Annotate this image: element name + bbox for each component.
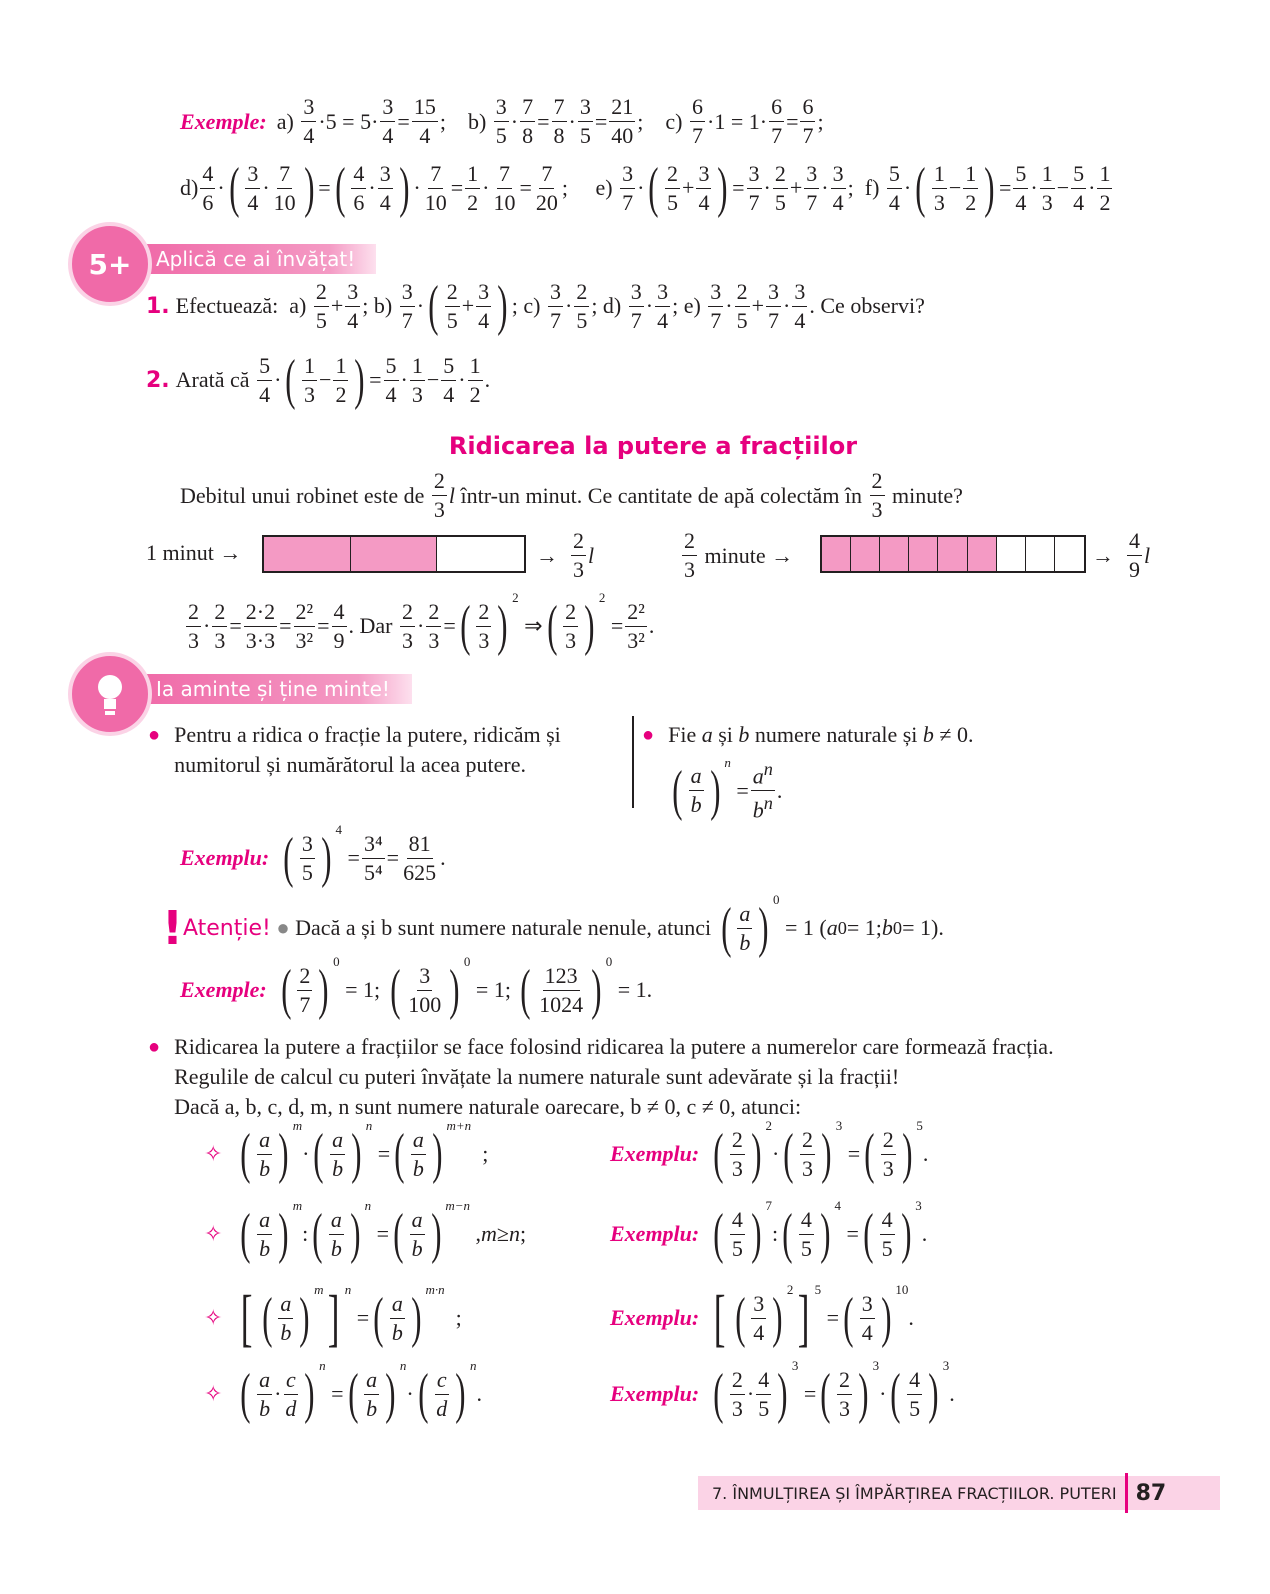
chapter-title: 7. ÎNMULȚIREA ȘI ÎMPĂRȚIREA FRACȚIILOR. PUTERI bbox=[712, 1483, 1117, 1503]
bullet-icon: ● bbox=[148, 724, 161, 746]
problem-text-a: Debitul unui robinet este de bbox=[180, 482, 425, 508]
bullet-icon: ● bbox=[276, 915, 290, 940]
bar-one-minute bbox=[262, 535, 526, 573]
exclamation-icon: ! bbox=[162, 901, 183, 955]
bar-cell-filled bbox=[351, 537, 438, 571]
rule-product: ✧ ( $\frac{a}{b}$ ) m · ( $\frac{a}{b}$ ) n = ( $\frac{a}{b}$ ) m+n ; bbox=[204, 1118, 489, 1185]
exercise-2: 2. Arată că $\frac{5}{4}$ · ( $\frac{1}{3}$ − $\frac{1}{2}$ ) = $\frac{5}{4}$ · $\frac{1}{3}$ − $\frac{5}{4}$ · $\frac{1}{2}$ . bbox=[146, 349, 491, 411]
example-product: Exemplu: ( $\frac{2}{3}$ ) 2 · ( $\frac{2}{3}$ ) 3 = ( $\frac{2}{3}$ ) 5 . bbox=[610, 1118, 929, 1185]
general-rules bbox=[148, 1032, 1228, 1122]
bar-cell-filled bbox=[938, 537, 967, 571]
attention-text: Dacă a și b sunt numere naturale nenule, atunci bbox=[295, 915, 712, 940]
apply-badge-icon: 5+ bbox=[88, 247, 132, 281]
bar1-result: → $\frac{2}{3}$ l bbox=[536, 528, 595, 582]
sparkle-icon: ✧ bbox=[204, 1221, 223, 1246]
sparkle-icon: ✧ bbox=[204, 1305, 223, 1330]
page-number: 87 bbox=[1135, 1480, 1167, 1506]
example-label: Exemplu: bbox=[180, 845, 270, 870]
minute-1-label bbox=[146, 540, 241, 566]
bar-cell-empty bbox=[1055, 537, 1084, 571]
example-label: Exemplu: bbox=[610, 1305, 700, 1330]
bar-cell-filled bbox=[968, 537, 997, 571]
bar-cell-empty bbox=[1026, 537, 1055, 571]
bar-cell-filled bbox=[909, 537, 938, 571]
examples-row-2: d) $\frac{4}{6}$ · ( $\frac{3}{4}$ · $\frac{7}{10}$ ) = ( $\frac{4}{6}$ · $\frac{3}{4}$ ) · $\frac{7}{10}$ = $\frac{1}{2}$ · $\frac{7}{10}$ = $\frac{7}{20}$ ; e) $\frac{3}{7}$ · ( $\frac{2}{5}$ + $\frac{3}{4}$ ) = $\frac{3}{7}$ · $\frac{2}{5}$ + $\frac{3}{7}$ · $\frac{3}{4}$ ; f) $\frac{5}{4}$ · ( $\frac{1}{3}$ − $\frac{1}{2}$ ) = $\frac{5}{4}$ · $\frac{1}{3}$ − $\frac{5}{4}$ · $\frac{1}{2}$ bbox=[180, 157, 1111, 219]
examples-label: Exemple: bbox=[180, 108, 267, 134]
rule-2-text-a: Fie bbox=[668, 722, 697, 747]
rule-1-text: Pentru a ridica o fracție la putere, ridicăm și numitorul și numărătorul la acea putere. bbox=[174, 722, 561, 777]
power-derivation: $\frac{2}{3}$ · $\frac{2}{3}$ = $\frac{2\cdot 2}{3\cdot 3}$ = $\frac{\text{2²}}{\text{3²}}$ = $\frac{4}{9}$ . Dar $\frac{2}{3}$ · $\frac{2}{3}$ = ( $\frac{2}{3}$ ) 2 ⇒ ( $\frac{2}{3}$ ) 2 = $\frac{\text{2²}}{\text{3²}}$ . bbox=[188, 590, 655, 657]
lightbulb-badge bbox=[68, 652, 152, 736]
example-label: Exemplu: bbox=[610, 1141, 700, 1166]
example-power: Exemplu: ( $\frac{3}{5}$ ) 4 = $\frac{\text{3⁴}}{\text{5⁴}}$ = $\frac{81}{625}$ . bbox=[180, 822, 446, 889]
bar2-result: → $\frac{4}{9}$ l bbox=[1092, 528, 1151, 582]
example-product-power: Exemplu: ( $\frac{2}{3}$ · $\frac{4}{5}$ ) 3 = ( $\frac{2}{3}$ ) 3 · ( $\frac{4}{5}$ ) 3 . bbox=[610, 1358, 955, 1425]
rule-2-text-b: și bbox=[718, 722, 733, 747]
example-label: Exemplu: bbox=[610, 1381, 700, 1406]
remember-banner bbox=[142, 674, 412, 704]
rule-1 bbox=[148, 720, 618, 780]
attention-row: ! Atenție! ● Dacă a și b sunt numere naturale nenule, atunci ( $\frac{a}{b}$ ) 0 = 1 ( a 0 = 1; b 0 = 1). bbox=[162, 892, 944, 959]
lightbulb-icon bbox=[88, 669, 132, 719]
dar-text: Dar bbox=[359, 613, 393, 638]
page-footer bbox=[698, 1476, 1220, 1510]
rule-power-of-power: ✧ [ ( $\frac{a}{b}$ ) m ] n = ( $\frac{a}{b}$ ) m·n ; bbox=[204, 1282, 462, 1353]
apply-banner-text: Aplică ce ai învățat! bbox=[156, 247, 356, 271]
unit-l: l bbox=[588, 542, 595, 568]
example-quotient: Exemplu: ( $\frac{4}{5}$ ) 7 : ( $\frac{4}{5}$ ) 4 = ( $\frac{4}{5}$ ) 3 . bbox=[610, 1198, 928, 1265]
rule-2-text-c: numere naturale și bbox=[754, 722, 918, 747]
bullet-icon: ● bbox=[148, 1036, 161, 1058]
exercise-1-number: 1. bbox=[146, 293, 170, 319]
problem-text-b: într-un minut. Ce cantitate de apă colectăm în bbox=[460, 482, 863, 508]
example-power-of-power: Exemplu: [ ( $\frac{3}{4}$ ) 2 ] 5 = ( $\frac{3}{4}$ ) 10 . bbox=[610, 1282, 914, 1353]
bar-cell-filled bbox=[880, 537, 909, 571]
sparkle-icon: ✧ bbox=[204, 1381, 223, 1406]
general-line-2: Regulile de calcul cu puteri învățate la numere naturale sunt adevărate și la fracții! bbox=[174, 1064, 900, 1089]
divider bbox=[632, 716, 634, 808]
rule-product-power: ✧ ( $\frac{a}{b}$ · $\frac{c}{d}$ ) n = ( $\frac{a}{b}$ ) n · ( $\frac{c}{d}$ ) n . bbox=[204, 1358, 482, 1425]
sparkle-icon: ✧ bbox=[204, 1141, 223, 1166]
rule-2-formula: ( $\frac{a}{b}$ ) n = $\frac{a^n}{b^n}$ . bbox=[672, 754, 783, 823]
problem-text-c: minute? bbox=[892, 482, 963, 508]
examples-row-1: Exemple: a) $\frac{3}{4}$ ·5 = 5· $\frac{3}{4}$ = $\frac{15}{4}$ ; b) $\frac{3}{5}$ · $\frac{7}{8}$ = $\frac{7}{8}$ · $\frac{3}{5}$ = $\frac{21}{40}$ ; c) $\frac{6}{7}$ ·1 = 1· $\frac{6}{7}$ = $\frac{6}{7}$ ; bbox=[180, 94, 824, 148]
bar-two-thirds-minute bbox=[820, 535, 1086, 573]
bar-cell-filled bbox=[264, 537, 351, 571]
minutes-label: $\frac{2}{3}$ minute → bbox=[684, 528, 794, 582]
example-label: Exemplu: bbox=[610, 1221, 700, 1246]
section-title: Ridicarea la putere a fracțiilor bbox=[448, 432, 858, 460]
remember-banner-text: Ia aminte și ține minte! bbox=[156, 677, 390, 701]
exercise-2-text: Arată că bbox=[175, 367, 250, 392]
bullet-icon: ● bbox=[642, 723, 655, 746]
minutes-text: minute → bbox=[704, 542, 794, 568]
exercise-1: 1. Efectuează: a) $\frac{2}{5}$ + $\frac{3}{4}$ ; b) $\frac{3}{7}$ · ( $\frac{2}{5}$ + $\frac{3}{4}$ ) ; c) $\frac{3}{7}$ · $\frac{2}{5}$ ; d) $\frac{3}{7}$ · $\frac{3}{4}$ ; e) $\frac{3}{7}$ · $\frac{2}{5}$ + $\frac{3}{7}$ · $\frac{3}{4}$ . Ce observi? bbox=[146, 275, 925, 337]
exercise-1-tail: Ce observi? bbox=[820, 293, 925, 318]
exercise-1-text: Efectuează: bbox=[175, 293, 279, 318]
bar-cell-empty bbox=[437, 537, 524, 571]
bar-cell-empty bbox=[997, 537, 1026, 571]
minute-1-text: 1 minut → bbox=[146, 540, 242, 565]
rule-2: ● Fie a și b numere naturale și b ≠ 0. bbox=[642, 722, 974, 747]
problem-statement: Debitul unui robinet este de $\frac{2}{3}$ l într-un minut. Ce cantitate de apă colectăm în $\frac{2}{3}$ minute? bbox=[180, 468, 963, 522]
zero-power-examples: Exemple: ( $\frac{2}{7}$ ) 0 = 1; ( $\frac{3}{100}$ ) 0 = 1; ( $\frac{123}{1024}$ ) 0 = 1. bbox=[180, 954, 653, 1021]
attention-label: Atenție! bbox=[182, 915, 271, 941]
apply-badge bbox=[68, 222, 152, 306]
general-line-3: Dacă a, b, c, d, m, n sunt numere naturale oarecare, b ≠ 0, c ≠ 0, atunci: bbox=[174, 1094, 802, 1119]
bar-cell-filled bbox=[851, 537, 880, 571]
rule-quotient: ✧ ( $\frac{a}{b}$ ) m : ( $\frac{a}{b}$ ) n = ( $\frac{a}{b}$ ) m−n , m ≥ n ; bbox=[204, 1198, 527, 1265]
apply-banner bbox=[142, 244, 376, 274]
general-line-1: Ridicarea la putere a fracțiilor se face folosind ridicarea la putere a numerelor care formează fracția. bbox=[174, 1034, 1054, 1059]
bar-cell-filled bbox=[822, 537, 851, 571]
footer-divider bbox=[1125, 1473, 1128, 1513]
exercise-2-number: 2. bbox=[146, 367, 170, 393]
examples-label: Exemple: bbox=[180, 977, 267, 1002]
